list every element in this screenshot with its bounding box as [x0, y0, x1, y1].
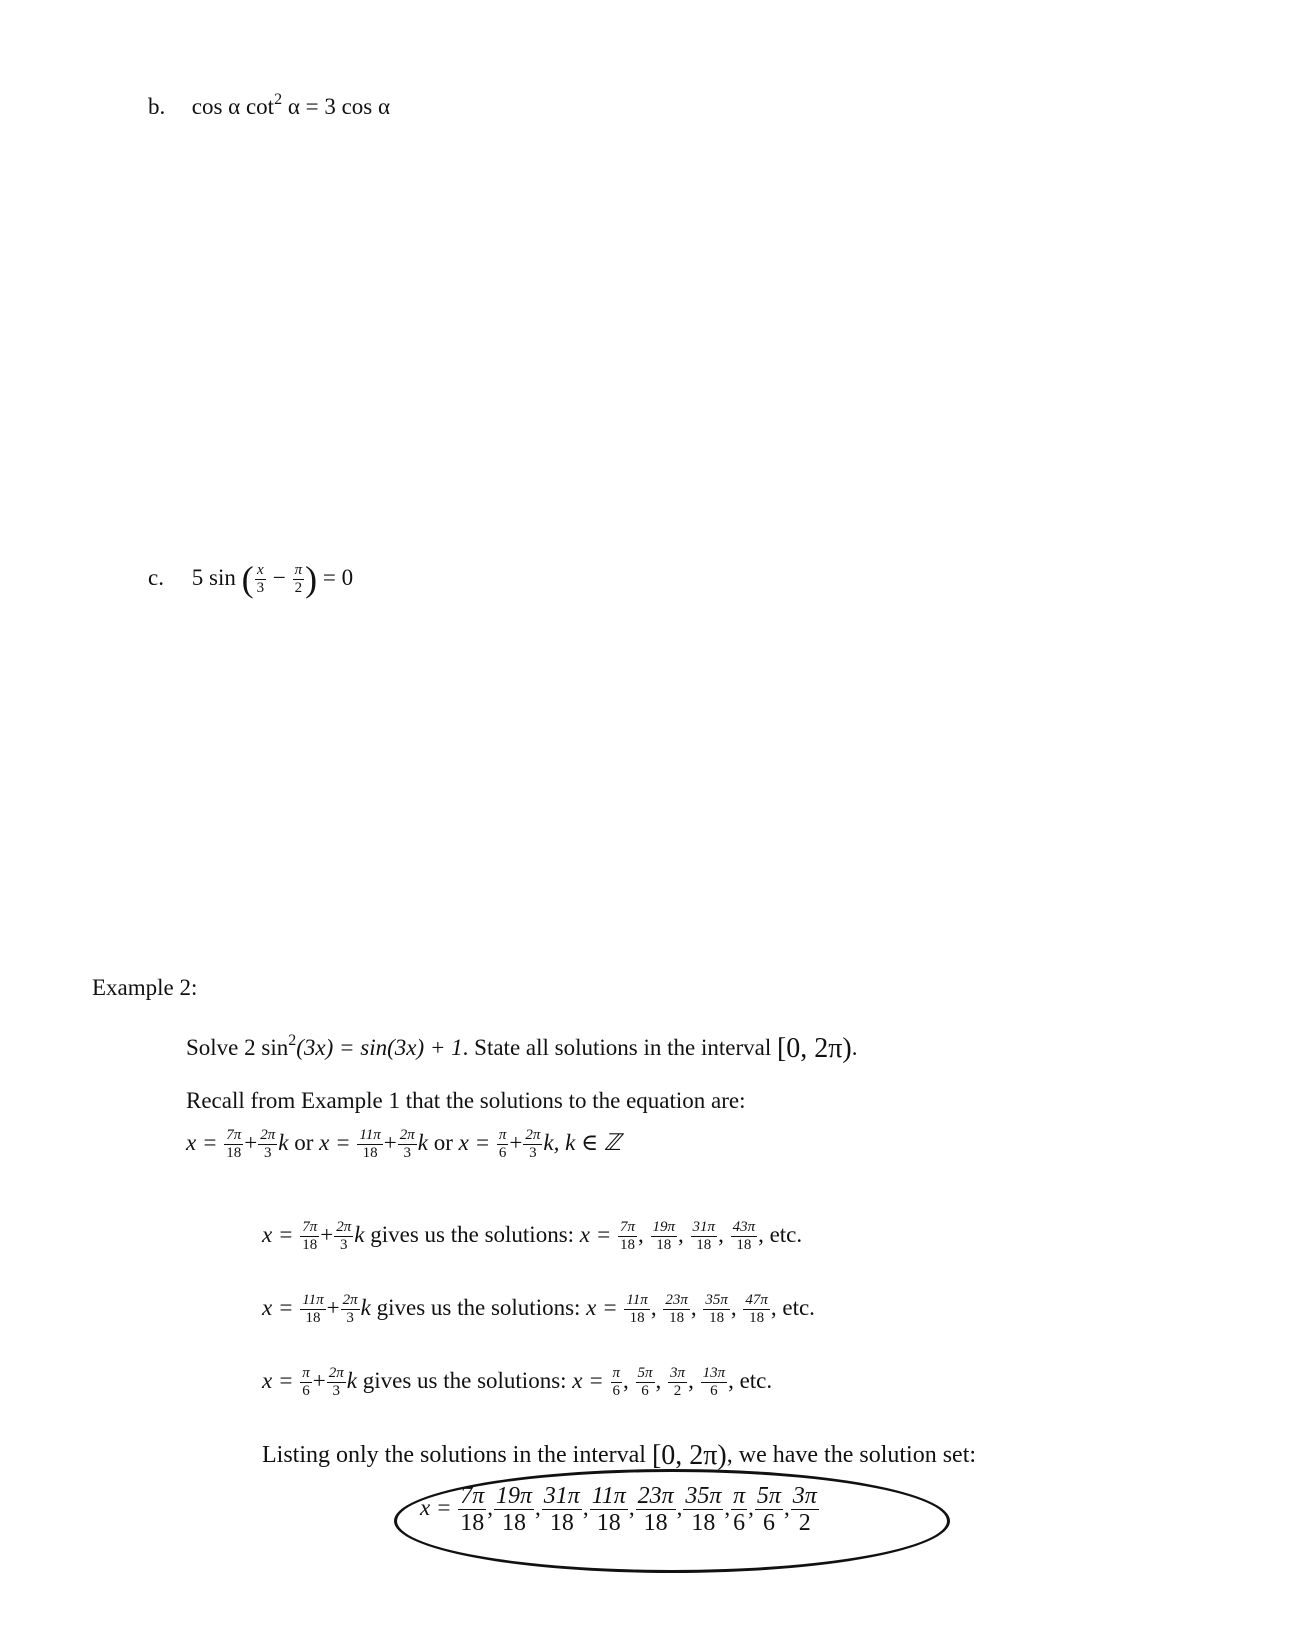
row-frac-period	[334, 1220, 353, 1253]
frac-numerator: 2π	[342, 1292, 358, 1308]
row-solution	[703, 1293, 730, 1326]
listing-statement	[262, 1440, 976, 1472]
frac-numerator: π	[302, 1365, 310, 1381]
row-solution	[611, 1366, 623, 1399]
solution-row-3: x = $\frac{\pi}{6}$ + $\frac{2\pi}{3}$ k gives us the solutions: x = $\frac{\pi}{6}$ , $\frac{5\pi}{6}$ , $\frac{3\pi}{2}$ , $\frac{13\pi}{6}$ , etc.	[262, 1365, 773, 1399]
frac-numerator: 2π	[336, 1219, 352, 1235]
solve-equation-a: 2 sin	[244, 1035, 289, 1060]
general-x-eq-3: x =	[458, 1129, 491, 1155]
frac-numerator: 47π	[745, 1292, 768, 1308]
row-k: k	[346, 1367, 357, 1393]
frac-numerator: π	[498, 1127, 507, 1143]
part-b-label: b.	[148, 94, 166, 119]
row-solution	[691, 1220, 718, 1253]
row-solution	[731, 1220, 758, 1253]
final-solution	[755, 1484, 783, 1535]
solve-statement	[186, 1032, 858, 1065]
frac-denominator: 3	[256, 580, 265, 597]
row-x-eq: x =	[262, 1367, 294, 1393]
frac-numerator: 19π	[652, 1219, 676, 1235]
frac-numerator: 11π	[591, 1483, 626, 1509]
listing-text-b: , we have the solution set:	[726, 1442, 977, 1468]
frac-denominator: 18	[643, 1510, 668, 1536]
frac-numerator: 2π	[260, 1127, 276, 1143]
row-x-eq: x =	[262, 1221, 294, 1247]
general-or: or	[288, 1129, 320, 1155]
frac-numerator: 35π	[705, 1292, 728, 1308]
final-solution	[458, 1484, 486, 1535]
row-plus: +	[320, 1221, 334, 1247]
general-frac-period	[258, 1128, 277, 1161]
frac-denominator: 18	[460, 1510, 485, 1536]
final-solution	[791, 1484, 819, 1535]
frac-denominator: 2	[798, 1510, 811, 1536]
row-solution	[651, 1220, 678, 1253]
part-b-rest: α = 3 cos α	[282, 94, 391, 119]
example-heading: Example 2:	[92, 975, 198, 1000]
frac-numerator: 13π	[702, 1365, 726, 1381]
frac-denominator: 18	[305, 1310, 321, 1326]
frac-numerator: 5π	[637, 1365, 653, 1381]
frac-denominator: 18	[362, 1145, 378, 1161]
frac-denominator: 18	[669, 1310, 685, 1326]
general-x-eq: x =	[186, 1129, 218, 1155]
frac-numerator: 23π	[637, 1483, 674, 1509]
solve-interval: [0, 2π)	[776, 1033, 852, 1064]
general-frac-a	[224, 1128, 243, 1161]
frac-numerator: 2π	[328, 1365, 344, 1381]
row-solution	[624, 1293, 649, 1326]
frac-denominator: 18	[709, 1310, 725, 1326]
solution-row-1: x = $\frac{7\pi}{18}$ + $\frac{2\pi}{3}$ k gives us the solutions: x = $\frac{7\pi}{18}$ , $\frac{19\pi}{18}$ , $\frac{31\pi}{18}$ , $\frac{43\pi}{18}$ , etc.	[262, 1219, 803, 1253]
row-gives: gives us the solutions:	[364, 1221, 580, 1247]
frac-denominator: 3	[263, 1145, 272, 1161]
row-x-eq-2: x =	[579, 1221, 612, 1247]
frac-denominator: 6	[641, 1383, 649, 1399]
final-solution	[683, 1484, 723, 1535]
final-answer: x = $\frac{7\pi}{18}$ , $\frac{19\pi}{18}$ , $\frac{31\pi}{18}$ , $\frac{11\pi}{18}$ , $\frac{23\pi}{18}$ , $\frac{35\pi}{18}$ , $\frac{\pi}{6}$ , $\frac{5\pi}{6}$ , $\frac{3\pi}{2}$	[420, 1483, 817, 1536]
row-frac-a	[300, 1293, 325, 1326]
general-frac-c	[497, 1128, 509, 1161]
frac-numerator: 5π	[756, 1483, 781, 1509]
frac-denominator: 3	[529, 1145, 537, 1161]
general-plus: +	[244, 1129, 258, 1155]
listing-text-a: Listing only the solutions in the interval	[262, 1442, 652, 1468]
row-frac-a	[300, 1366, 312, 1399]
part-c-prefix: 5 sin	[191, 565, 236, 590]
frac-denominator: 6	[710, 1383, 718, 1399]
row-x-eq-2: x =	[572, 1367, 604, 1393]
frac-numerator: 2π	[525, 1127, 541, 1143]
part-c	[148, 558, 353, 600]
final-solution	[542, 1484, 582, 1535]
part-c-label: c.	[148, 565, 164, 590]
row-k: k	[360, 1294, 371, 1320]
frac-numerator: 11π	[626, 1292, 648, 1308]
row-plus: +	[312, 1367, 326, 1393]
frac-numerator: x	[257, 562, 264, 579]
row-solution	[636, 1366, 655, 1399]
frac-denominator: 6	[762, 1510, 775, 1536]
part-c-lparen: (	[241, 559, 254, 599]
row-solution	[743, 1293, 770, 1326]
frac-denominator: 3	[346, 1310, 354, 1326]
frac-numerator: 2π	[399, 1127, 415, 1143]
general-k: k	[278, 1129, 289, 1155]
frac-denominator: 3	[403, 1145, 412, 1161]
solve-prefix: Solve	[186, 1035, 245, 1060]
frac-denominator: 3	[332, 1383, 340, 1399]
row-frac-a	[300, 1220, 319, 1253]
frac-denominator: 2	[294, 580, 303, 597]
final-solution	[731, 1484, 747, 1535]
part-b	[148, 91, 390, 120]
frac-denominator: 18	[502, 1510, 527, 1536]
row-k: k	[354, 1221, 365, 1247]
frac-denominator: 18	[656, 1237, 672, 1253]
general-tail: k, k ∈ ℤ	[543, 1129, 621, 1155]
row-plus: +	[326, 1294, 340, 1320]
row-solution	[618, 1220, 637, 1253]
frac-numerator: π	[733, 1483, 746, 1509]
general-or-2: or	[428, 1129, 459, 1155]
frac-denominator: 18	[691, 1510, 716, 1536]
frac-numerator: 7π	[226, 1127, 242, 1143]
frac-denominator: 6	[498, 1145, 507, 1161]
frac-numerator: 11π	[302, 1292, 324, 1308]
row-x-eq-2: x =	[586, 1294, 618, 1320]
final-x-eq: x =	[420, 1494, 452, 1520]
part-c-frac-x3	[255, 563, 267, 596]
frac-numerator: 23π	[665, 1292, 688, 1308]
general-solution	[186, 1128, 621, 1161]
frac-denominator: 3	[339, 1237, 348, 1253]
row-etc: , etc.	[758, 1221, 803, 1247]
frac-denominator: 18	[549, 1510, 574, 1536]
part-b-lhs: cos α cot	[191, 94, 275, 119]
frac-numerator: 7π	[620, 1219, 636, 1235]
solution-row-2: x = $\frac{11\pi}{18}$ + $\frac{2\pi}{3}$ k gives us the solutions: x = $\frac{11\pi}{18}$ , $\frac{23\pi}{18}$ , $\frac{35\pi}{18}$ , $\frac{47\pi}{18}$ , etc.	[262, 1292, 815, 1326]
row-gives: gives us the solutions:	[356, 1367, 573, 1393]
row-solution	[701, 1366, 728, 1399]
general-x-eq-2: x =	[319, 1129, 351, 1155]
frac-numerator: 31π	[692, 1219, 716, 1235]
row-solution	[668, 1366, 687, 1399]
general-plus-3: +	[509, 1129, 523, 1155]
frac-denominator: 18	[629, 1310, 645, 1326]
row-x-eq: x =	[262, 1294, 294, 1320]
frac-numerator: π	[294, 562, 303, 579]
frac-denominator: 6	[733, 1510, 746, 1536]
final-solution	[494, 1484, 534, 1535]
general-k-2: k	[417, 1129, 428, 1155]
frac-denominator: 18	[302, 1237, 318, 1253]
row-frac-period	[327, 1366, 346, 1399]
solve-equation-b: (3x) = sin(3x) + 1	[296, 1035, 463, 1060]
frac-numerator: 35π	[685, 1483, 722, 1509]
part-b-exponent: 2	[274, 91, 283, 108]
part-c-frac-pi2	[293, 563, 305, 596]
frac-numerator: 43π	[732, 1219, 756, 1235]
frac-denominator: 18	[596, 1510, 621, 1536]
frac-numerator: 11π	[359, 1127, 381, 1143]
part-c-minus: −	[272, 565, 286, 590]
frac-numerator: 7π	[460, 1483, 485, 1509]
frac-numerator: 3π	[792, 1483, 817, 1509]
final-solution	[636, 1484, 676, 1535]
general-plus-2: +	[383, 1129, 397, 1155]
row-solution	[663, 1293, 690, 1326]
frac-denominator: 6	[612, 1383, 621, 1399]
part-c-rparen: )	[305, 559, 318, 599]
row-frac-period	[341, 1293, 360, 1326]
general-frac-period-3	[523, 1128, 542, 1161]
part-c-rhs: = 0	[322, 565, 354, 590]
frac-denominator: 18	[620, 1237, 636, 1253]
frac-numerator: 19π	[496, 1483, 533, 1509]
frac-numerator: 7π	[302, 1219, 318, 1235]
frac-denominator: 18	[696, 1237, 712, 1253]
frac-numerator: 3π	[670, 1365, 686, 1381]
frac-denominator: 18	[749, 1310, 765, 1326]
row-etc: , etc.	[770, 1294, 815, 1320]
row-etc: , etc.	[728, 1367, 773, 1393]
frac-denominator: 6	[302, 1383, 310, 1399]
frac-denominator: 18	[226, 1145, 242, 1161]
frac-numerator: 31π	[543, 1483, 580, 1509]
row-gives: gives us the solutions:	[370, 1294, 587, 1320]
frac-numerator: π	[612, 1365, 621, 1381]
final-solution	[590, 1484, 628, 1535]
frac-denominator: 2	[673, 1383, 682, 1399]
frac-denominator: 18	[736, 1237, 752, 1253]
solve-middle: . State all solutions in the interval	[462, 1035, 777, 1060]
solve-equation-exponent: 2	[288, 1032, 297, 1049]
solve-end: .	[851, 1035, 858, 1060]
general-frac-b	[357, 1128, 382, 1161]
general-frac-period-2	[398, 1128, 417, 1161]
recall-text: Recall from Example 1 that the solutions to the equation are:	[186, 1088, 746, 1113]
listing-interval: [0, 2π)	[651, 1440, 727, 1471]
